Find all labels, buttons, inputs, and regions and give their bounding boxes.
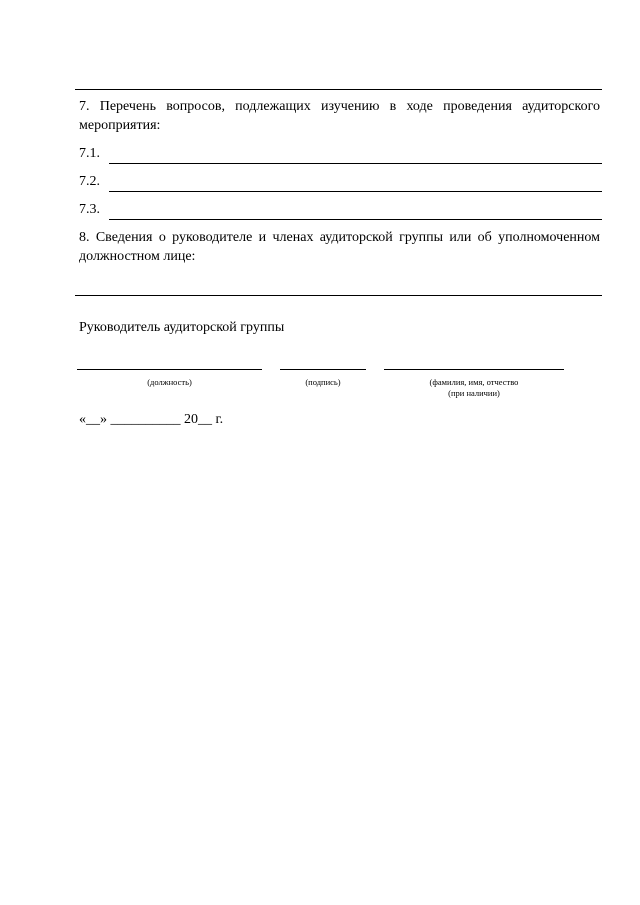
item-7-1-fill-line[interactable]	[109, 163, 602, 164]
position-caption: (должность)	[147, 377, 192, 387]
section-8-fill-line[interactable]	[75, 295, 602, 296]
item-7-2-number: 7.2.	[79, 174, 100, 189]
signature-line[interactable]	[280, 369, 366, 370]
full-name-caption-line1: (фамилия, имя, отчество	[429, 377, 519, 387]
item-7-2-fill-line[interactable]	[109, 191, 602, 192]
item-7-1-number: 7.1.	[79, 146, 100, 161]
section-8-heading: 8. Сведения о руководителе и членах аудиторской группы или об уполномоченном должностном лице:	[79, 230, 600, 264]
section-7-heading: 7. Перечень вопросов, подлежащих изучению в ходе проведения аудиторского мероприятия:	[79, 99, 600, 133]
date-line[interactable]: «__» __________ 20__ г.	[79, 412, 224, 427]
top-divider	[75, 89, 602, 90]
full-name-line[interactable]	[384, 369, 564, 370]
position-line[interactable]	[77, 369, 262, 370]
full-name-caption-line2: (при наличии)	[448, 388, 500, 398]
signature-caption: (подпись)	[305, 377, 341, 387]
item-7-3-number: 7.3.	[79, 202, 100, 217]
item-7-3-fill-line[interactable]	[109, 219, 602, 220]
signature-title: Руководитель аудиторской группы	[79, 320, 285, 335]
